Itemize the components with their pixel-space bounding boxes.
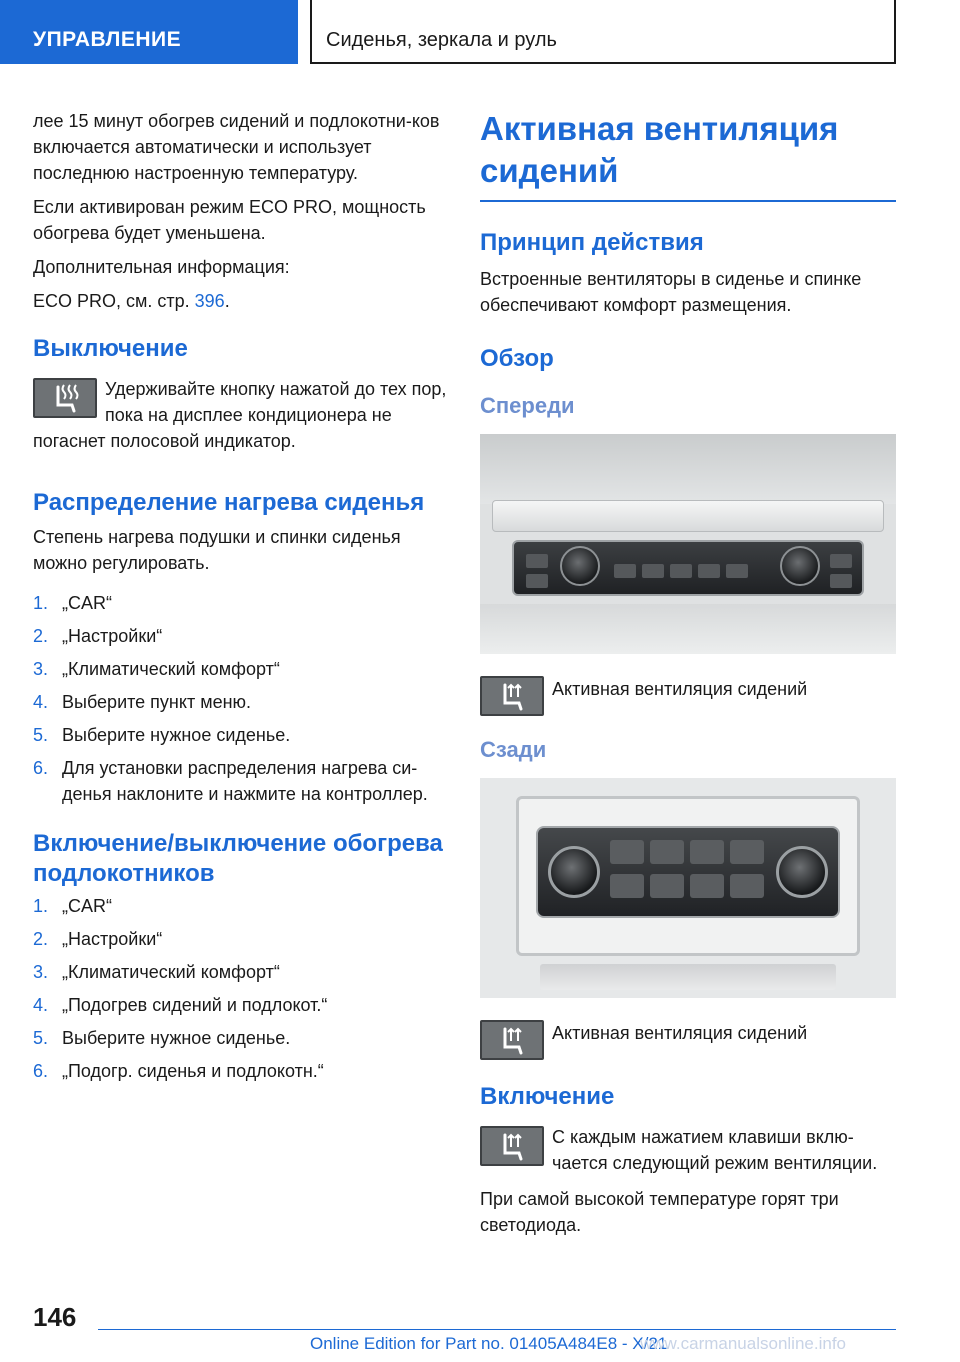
front-caption-block bbox=[480, 674, 896, 702]
step-number: 6. bbox=[33, 1061, 49, 1081]
edition-text: Online Edition for Part no. 01405A484E8 - X/21 bbox=[310, 1334, 668, 1353]
step-text: Выберите пункт меню. bbox=[62, 692, 252, 712]
section-tab bbox=[0, 0, 298, 64]
off-heading: Выключение bbox=[33, 335, 188, 362]
section-title: УПРАВЛЕНИЕ bbox=[33, 28, 182, 51]
page-number: 146 bbox=[33, 1302, 77, 1332]
distribution-steps bbox=[33, 590, 447, 807]
step-text: „Настройки“ bbox=[62, 626, 163, 646]
step-text: „Настройки“ bbox=[62, 929, 163, 949]
chapter-tab bbox=[310, 0, 896, 64]
on-heading: Включение bbox=[480, 1083, 615, 1110]
chapter-title: Сиденья, зеркала и руль bbox=[326, 29, 557, 51]
list-item bbox=[33, 893, 447, 919]
step-number: 1. bbox=[33, 593, 49, 613]
right-column bbox=[480, 108, 896, 1246]
principle-heading: Принцип действия bbox=[480, 229, 704, 256]
step-text: „Климатический комфорт“ bbox=[62, 962, 280, 982]
list-item bbox=[33, 590, 447, 616]
list-item bbox=[33, 623, 447, 649]
list-item bbox=[33, 689, 447, 715]
rear-heading: Сзади bbox=[480, 737, 547, 762]
off-text: Удерживайте кнопку нажатой до тех пор, пока на дисплее кондиционера не погаснет полосовой индикатор. bbox=[33, 379, 447, 451]
off-icon-block bbox=[33, 376, 447, 454]
step-text: „Климатический комфорт“ bbox=[62, 659, 280, 679]
step-text: Выберите нужное сиденье. bbox=[62, 1028, 291, 1048]
list-item bbox=[33, 992, 447, 1018]
footer-divider bbox=[98, 1329, 896, 1330]
armrest-steps bbox=[33, 893, 447, 1084]
list-item bbox=[33, 722, 447, 748]
seat-ventilation-icon bbox=[480, 1020, 544, 1060]
distribution-text: Степень нагрева подушки и спинки сиденья можно регулировать. bbox=[33, 527, 401, 573]
rear-caption-block bbox=[480, 1018, 896, 1046]
list-item bbox=[33, 1058, 447, 1084]
intro-paragraph-3: Дополнительная информация: bbox=[33, 257, 290, 277]
step-number: 2. bbox=[33, 929, 49, 949]
left-column bbox=[33, 108, 447, 1091]
step-number: 4. bbox=[33, 692, 49, 712]
eco-pro-ref-end: . bbox=[224, 291, 230, 311]
list-item bbox=[33, 959, 447, 985]
seat-ventilation-icon bbox=[480, 1126, 544, 1166]
watermark: www.carmanualsonline.info bbox=[640, 1334, 846, 1353]
step-number: 5. bbox=[33, 725, 49, 745]
principle-text: Встроенные вентиляторы в сиденье и спинке обеспечивают комфорт размещения. bbox=[480, 269, 862, 315]
rear-climate-control-panel bbox=[480, 778, 896, 998]
step-number: 3. bbox=[33, 659, 49, 679]
step-number: 4. bbox=[33, 995, 49, 1015]
on-text-2: При самой высокой температуре горят три светодиода. bbox=[480, 1189, 839, 1235]
rear-caption: Активная вентиляция сидений bbox=[552, 1023, 808, 1043]
armrest-heading: Включение/выключение обогрева подлокотников bbox=[33, 830, 443, 887]
distribution-heading: Распределение нагрева сиденья bbox=[33, 489, 425, 516]
eco-pro-ref-text: ECO PRO, см. стр. bbox=[33, 291, 195, 311]
page-link-396[interactable]: 396 bbox=[194, 291, 225, 311]
intro-paragraph-4 bbox=[33, 288, 447, 314]
intro-paragraph-1: лее 15 минут обогрев сидений и подлокотни-ков включается автоматически и использует последнюю настроенную температуру. bbox=[33, 111, 440, 183]
overview-heading: Обзор bbox=[480, 345, 554, 372]
front-heading: Спереди bbox=[480, 393, 575, 418]
list-item bbox=[33, 755, 447, 807]
on-text: С каждым нажатием клавиши вклю-чается следующий режим вентиляции. bbox=[552, 1127, 878, 1173]
step-number: 1. bbox=[33, 896, 49, 916]
seat-ventilation-icon bbox=[480, 676, 544, 716]
list-item bbox=[33, 1025, 447, 1051]
list-item bbox=[33, 656, 447, 682]
step-text: Выберите нужное сиденье. bbox=[62, 725, 291, 745]
on-icon-block bbox=[480, 1124, 896, 1176]
title-divider bbox=[480, 200, 896, 202]
ventilation-title: Активная вентиляция сидений bbox=[480, 110, 839, 189]
step-text: „Подогрев сидений и подлокот.“ bbox=[62, 995, 328, 1015]
step-number: 5. bbox=[33, 1028, 49, 1048]
step-number: 2. bbox=[33, 626, 49, 646]
step-text: „CAR“ bbox=[62, 896, 112, 916]
step-text: Для установки распределения нагрева си-денья наклоните и нажмите на контроллер. bbox=[62, 758, 428, 804]
seat-heating-icon bbox=[33, 378, 97, 418]
step-text: „CAR“ bbox=[62, 593, 112, 613]
step-text: „Подогр. сиденья и подлокотн.“ bbox=[62, 1061, 324, 1081]
step-number: 3. bbox=[33, 962, 49, 982]
step-number: 6. bbox=[33, 758, 49, 778]
front-climate-control-panel bbox=[480, 434, 896, 654]
list-item bbox=[33, 926, 447, 952]
intro-paragraph-2: Если активирован режим ECO PRO, мощность обогрева будет уменьшена. bbox=[33, 197, 426, 243]
front-caption: Активная вентиляция сидений bbox=[552, 679, 808, 699]
